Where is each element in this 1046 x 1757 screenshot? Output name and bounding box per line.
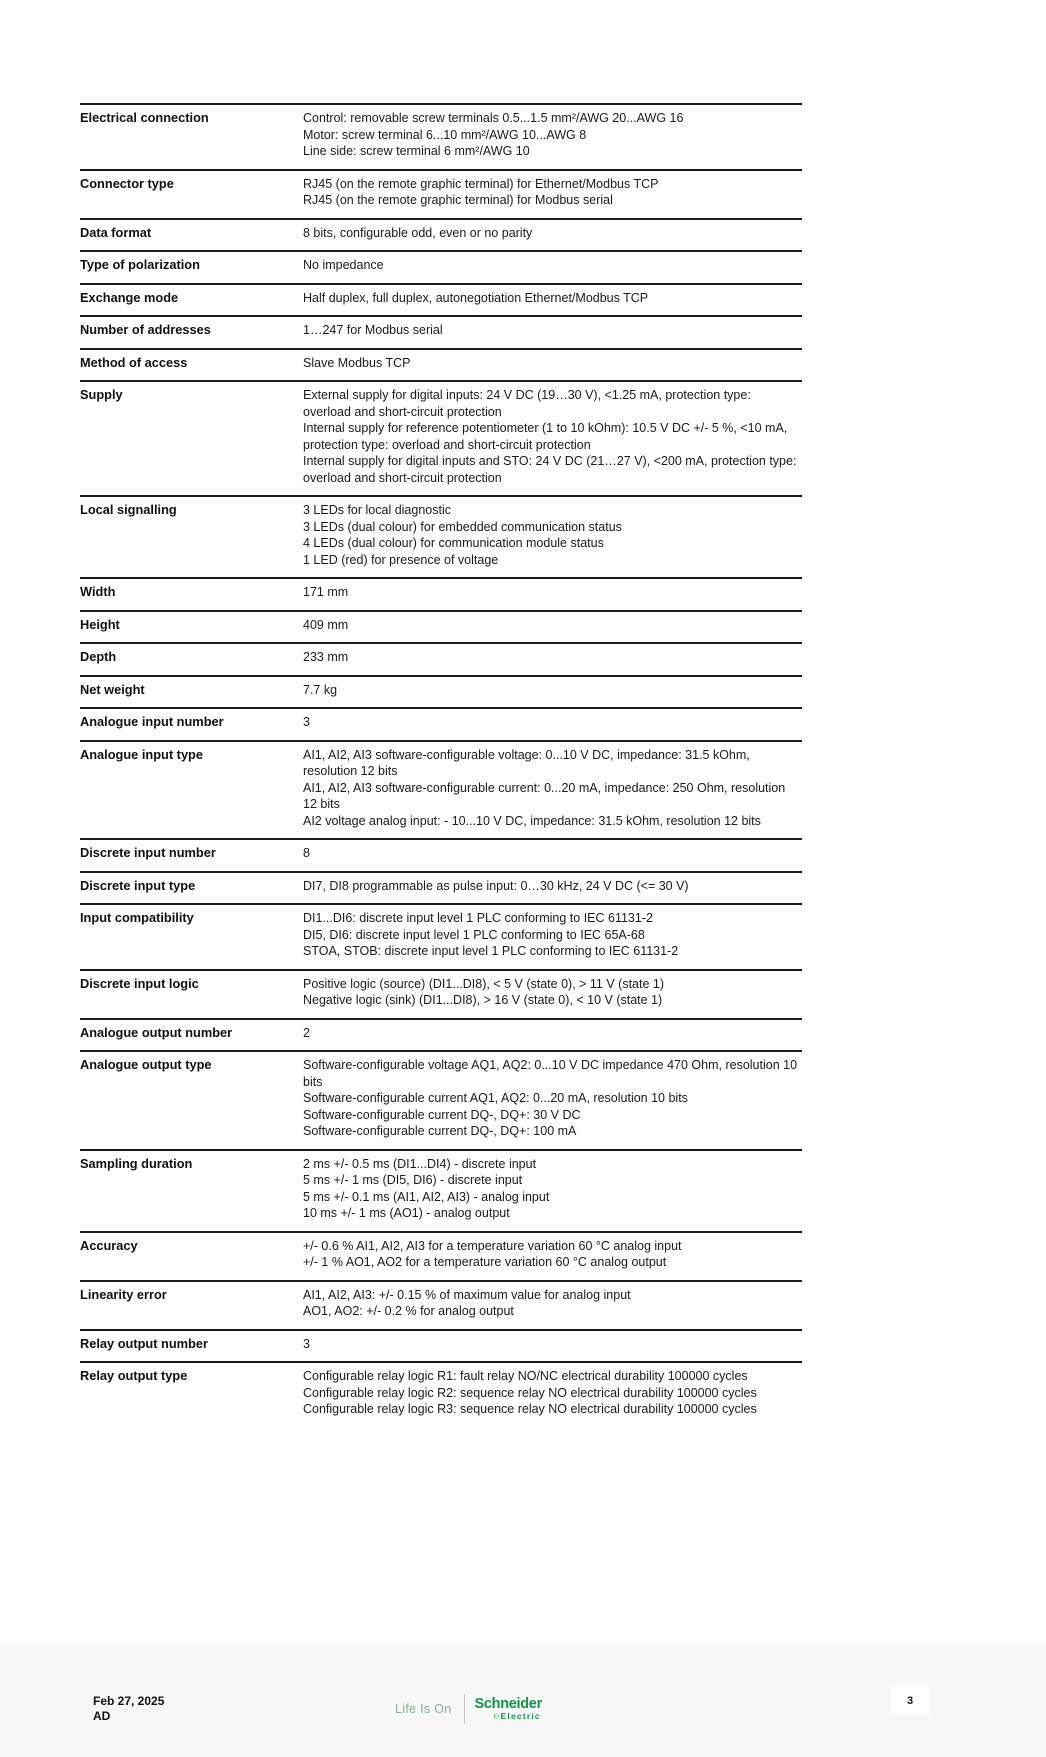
- spec-value-line: Half duplex, full duplex, autonegotiation Ethernet/Modbus TCP: [303, 290, 649, 305]
- spec-row-values: [303, 649, 802, 666]
- spec-row-values: [303, 387, 802, 486]
- spec-table-row: [80, 315, 802, 348]
- spec-value-line: RJ45 (on the remote graphic terminal) for Modbus serial: [303, 193, 613, 207]
- spec-table-row: [80, 969, 802, 1018]
- spec-row-label: Relay output type: [80, 1368, 188, 1383]
- spec-table-row: [80, 218, 802, 251]
- spec-value-line: 409 mm: [303, 617, 349, 632]
- spec-row-label: Discrete input logic: [80, 975, 199, 991]
- spec-table-row: [80, 1361, 802, 1427]
- spec-table-row: [80, 1280, 802, 1329]
- spec-table-row: [80, 1018, 802, 1051]
- spec-row-values: [303, 584, 802, 601]
- spec-value-line: Control: removable screw terminals 0.5...1.5 mm²/AWG 20...AWG 16: [303, 111, 684, 125]
- spec-value-line: AI1, AI2, AI3: +/- 0.15 % of maximum value for analog input: [303, 1287, 631, 1302]
- spec-row-label: Number of addresses: [80, 322, 211, 337]
- spec-row-values: [303, 1025, 802, 1042]
- spec-value-line: 3 LEDs for local diagnostic: [303, 503, 451, 517]
- spec-value-line: AO1, AO2: +/- 0.2 % for analog output: [303, 1304, 514, 1318]
- spec-row-label: Connector type: [80, 175, 174, 191]
- spec-row-values: [303, 878, 802, 895]
- spec-row-values: [303, 176, 802, 209]
- spec-row-values: [303, 1287, 802, 1320]
- spec-table-row: [80, 103, 802, 169]
- spec-table-row: [80, 707, 802, 740]
- spec-row-label: Linearity error: [80, 1286, 167, 1302]
- footer-date-block: [93, 1694, 164, 1724]
- spec-table-row: [80, 283, 802, 316]
- spec-row-label: Supply: [80, 387, 123, 402]
- spec-value-line: RJ45 (on the remote graphic terminal) for Ethernet/Modbus TCP: [303, 176, 659, 191]
- spec-value-line: 8 bits, configurable odd, even or no parity: [303, 225, 533, 240]
- brand-block: [475, 1697, 542, 1721]
- life-is-on-tagline: Life Is On: [395, 1702, 452, 1716]
- spec-value-line: Motor: screw terminal 6...10 mm²/AWG 10...AWG 8: [303, 127, 587, 142]
- spec-row-values: [303, 110, 802, 160]
- spec-row-values: [303, 322, 802, 339]
- spec-row-label: Analogue input type: [80, 746, 203, 762]
- spec-table-row: [80, 871, 802, 904]
- spec-row-values: [303, 714, 802, 731]
- spec-table-row: [80, 838, 802, 871]
- spec-value-line: DI5, DI6: discrete input level 1 PLC conforming to IEC 65A-68: [303, 927, 645, 942]
- spec-value-line: Software-configurable voltage AQ1, AQ2: 0...10 V DC impedance 470 Ohm, resolution 10 bits: [303, 1058, 798, 1089]
- spec-row-values: [303, 1156, 802, 1222]
- spec-row-values: [303, 290, 802, 307]
- spec-row-label: Local signalling: [80, 502, 177, 517]
- spec-row-label: Height: [80, 616, 120, 632]
- spec-table-row: [80, 675, 802, 708]
- spec-value-line: Slave Modbus TCP: [303, 355, 411, 370]
- spec-value-line: Positive logic (source) (DI1...DI8), < 5 V (state 0), > 11 V (state 1): [303, 976, 665, 991]
- spec-value-line: Internal supply for reference potentiometer (1 to 10 kOhm): 10.5 V DC +/- 5 %, <10 mA, protection type: overload and short-circuit protection: [303, 421, 788, 452]
- spec-row-label: Net weight: [80, 681, 145, 697]
- spec-row-label: Accuracy: [80, 1237, 138, 1253]
- spec-table: [80, 103, 802, 1427]
- spec-row-label: Sampling duration: [80, 1155, 193, 1171]
- spec-value-line: 3: [303, 715, 310, 729]
- spec-value-line: Configurable relay logic R2: sequence relay NO electrical durability 100000 cycles: [303, 1385, 757, 1400]
- spec-row-label: Width: [80, 584, 116, 599]
- spec-row-values: [303, 1238, 802, 1271]
- spec-row-label: Method of access: [80, 354, 188, 370]
- spec-table-row: [80, 380, 802, 495]
- spec-value-line: No impedance: [303, 258, 384, 272]
- logo-divider: [464, 1694, 465, 1724]
- spec-value-line: 2: [303, 1025, 310, 1040]
- spec-row-label: Analogue output number: [80, 1024, 233, 1040]
- spec-row-label: Exchange mode: [80, 289, 179, 305]
- brand-sub: [494, 1712, 541, 1721]
- spec-value-line: 8: [303, 846, 310, 860]
- spec-value-line: STOA, STOB: discrete input level 1 PLC conforming to IEC 61131-2: [303, 944, 679, 958]
- spec-value-line: 10 ms +/- 1 ms (AO1) - analog output: [303, 1206, 510, 1220]
- spec-value-line: 1…247 for Modbus serial: [303, 323, 443, 337]
- spec-value-line: Internal supply for digital inputs and STO: 24 V DC (21…27 V), <200 mA, protection type: overload and short-circuit protection: [303, 454, 797, 485]
- spec-table-row: [80, 577, 802, 610]
- spec-value-line: Configurable relay logic R3: sequence relay NO electrical durability 100000 cycles: [303, 1402, 757, 1416]
- brand-sub-text: Electric: [500, 1711, 541, 1721]
- spec-value-line: 171 mm: [303, 585, 349, 599]
- spec-value-line: Software-configurable current DQ-, DQ+: 100 mA: [303, 1124, 577, 1138]
- spec-table-row: [80, 903, 802, 969]
- schneider-e-mark-icon: ℮: [493, 1711, 500, 1722]
- spec-table-row: [80, 642, 802, 675]
- spec-row-values: [303, 355, 802, 372]
- spec-row-label: Relay output number: [80, 1335, 208, 1351]
- footer-author: AD: [93, 1709, 111, 1723]
- spec-table-row: [80, 250, 802, 283]
- brand-name: Schneider: [474, 1696, 542, 1712]
- spec-row-label: Data format: [80, 224, 152, 240]
- page-number: 3: [891, 1686, 929, 1715]
- spec-row-values: [303, 257, 802, 274]
- spec-value-line: +/- 0.6 % AI1, AI2, AI3 for a temperature variation 60 °C analog input: [303, 1238, 682, 1253]
- spec-row-label: Depth: [80, 649, 117, 664]
- spec-value-line: External supply for digital inputs: 24 V DC (19…30 V), <1.25 mA, protection type: overload and short-circuit protection: [303, 388, 751, 419]
- spec-table-row: [80, 610, 802, 643]
- spec-table-row: [80, 169, 802, 218]
- spec-table-row: [80, 740, 802, 839]
- spec-table-row: [80, 1149, 802, 1231]
- spec-row-values: [303, 225, 802, 242]
- spec-row-values: [303, 502, 802, 568]
- spec-value-line: 7.7 kg: [303, 682, 338, 697]
- spec-value-line: DI7, DI8 programmable as pulse input: 0…30 kHz, 24 V DC (<= 30 V): [303, 878, 689, 893]
- schneider-electric-logo: [395, 1694, 542, 1724]
- spec-row-values: [303, 976, 802, 1009]
- spec-row-values: [303, 617, 802, 634]
- spec-row-label: Discrete input number: [80, 845, 216, 860]
- spec-row-label: Discrete input type: [80, 877, 196, 893]
- spec-row-values: [303, 1336, 802, 1353]
- spec-value-line: 3 LEDs (dual colour) for embedded communication status: [303, 519, 622, 534]
- spec-row-label: Input compatibility: [80, 910, 194, 925]
- spec-value-line: Software-configurable current AQ1, AQ2: 0...20 mA, resolution 10 bits: [303, 1091, 688, 1105]
- spec-table-row: [80, 1231, 802, 1280]
- footer-date: Feb 27, 2025: [93, 1694, 165, 1708]
- spec-value-line: 4 LEDs (dual colour) for communication module status: [303, 536, 604, 550]
- spec-value-line: Software-configurable current DQ-, DQ+: 30 V DC: [303, 1107, 581, 1122]
- spec-value-line: Line side: screw terminal 6 mm²/AWG 10: [303, 144, 530, 158]
- spec-value-line: 233 mm: [303, 650, 349, 664]
- spec-row-values: [303, 1368, 802, 1418]
- spec-value-line: +/- 1 % AO1, AO2 for a temperature variation 60 °C analog output: [303, 1255, 667, 1269]
- spec-value-line: 2 ms +/- 0.5 ms (DI1...DI4) - discrete input: [303, 1156, 537, 1171]
- spec-value-line: DI1...DI6: discrete input level 1 PLC conforming to IEC 61131-2: [303, 911, 653, 925]
- spec-row-values: [303, 1057, 802, 1140]
- spec-value-line: Negative logic (sink) (DI1...DI8), > 16 V (state 0), < 10 V (state 1): [303, 993, 663, 1007]
- spec-value-line: 3: [303, 1336, 310, 1351]
- spec-row-label: Type of polarization: [80, 257, 200, 272]
- spec-table-row: [80, 1329, 802, 1362]
- spec-row-label: Analogue output type: [80, 1057, 212, 1072]
- spec-value-line: Configurable relay logic R1: fault relay NO/NC electrical durability 100000 cycles: [303, 1369, 748, 1383]
- spec-value-line: AI2 voltage analog input: - 10...10 V DC, impedance: 31.5 kOhm, resolution 12 bits: [303, 813, 761, 828]
- spec-value-line: 5 ms +/- 1 ms (DI5, DI6) - discrete input: [303, 1173, 523, 1187]
- spec-row-label: Analogue input number: [80, 714, 224, 729]
- spec-row-values: [303, 747, 802, 830]
- spec-table-row: [80, 495, 802, 577]
- spec-table-row: [80, 1050, 802, 1149]
- spec-row-label: Electrical connection: [80, 110, 209, 125]
- spec-value-line: 5 ms +/- 0.1 ms (AI1, AI2, AI3) - analog input: [303, 1189, 550, 1204]
- spec-row-values: [303, 682, 802, 699]
- page-footer: [0, 1642, 1046, 1757]
- spec-row-values: [303, 845, 802, 862]
- spec-value-line: AI1, AI2, AI3 software-configurable voltage: 0...10 V DC, impedance: 31.5 kOhm, resolution 12 bits: [303, 747, 750, 778]
- spec-value-line: AI1, AI2, AI3 software-configurable current: 0...20 mA, impedance: 250 Ohm, resolution 12 bits: [303, 780, 786, 811]
- spec-table-row: [80, 348, 802, 381]
- spec-row-values: [303, 910, 802, 960]
- spec-value-line: 1 LED (red) for presence of voltage: [303, 552, 499, 567]
